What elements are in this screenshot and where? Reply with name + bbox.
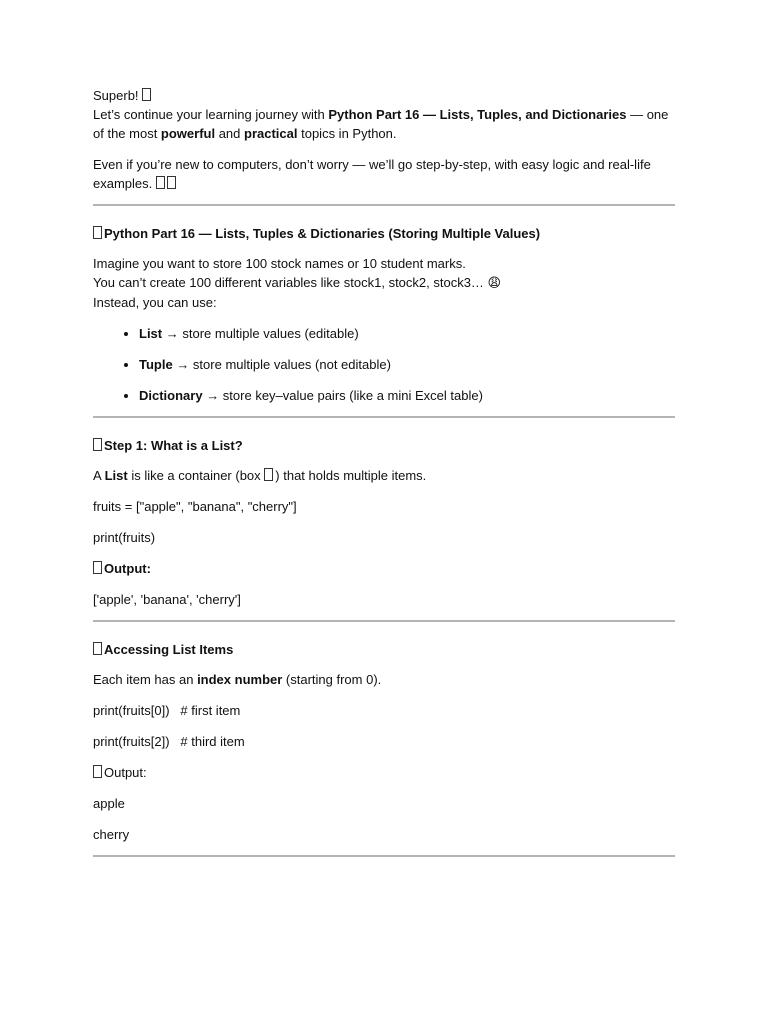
- output-line: ['apple', 'banana', 'cherry']: [93, 592, 241, 607]
- emoji-placeholder-icon: [93, 561, 102, 574]
- bullet-desc: → store multiple values (not editable): [172, 357, 391, 372]
- bullet-desc: → store multiple values (editable): [162, 326, 359, 341]
- output-label: [93, 559, 675, 578]
- section-heading: [93, 436, 675, 455]
- code-line: print(fruits[2]) # third item: [93, 734, 245, 749]
- text: A: [93, 468, 105, 483]
- section1-line2: You can’t create 100 different variables like stock1, stock2, stock3…: [93, 275, 488, 290]
- list-term: List: [104, 468, 128, 483]
- document-content: [93, 86, 675, 875]
- emoji-placeholder-icon: [156, 176, 165, 189]
- tired-face-icon: 😩: [487, 276, 502, 291]
- output-label-text: Output:: [104, 765, 147, 780]
- output-line: apple: [93, 796, 125, 811]
- list-item: [139, 324, 675, 343]
- text: is like a container (box: [127, 468, 265, 483]
- code-line: print(fruits): [93, 530, 156, 545]
- intro-and: and: [215, 126, 245, 141]
- output-label: [93, 763, 675, 782]
- emoji-placeholder-icon: [93, 438, 102, 451]
- section3-desc: [93, 670, 675, 689]
- intro-para2-text: Even if you’re new to computers, don’t worry — we’ll go step-by-step, with easy logic and real-life examples.: [93, 157, 651, 191]
- divider: [93, 620, 675, 622]
- section1-line3: Instead, you can use:: [93, 295, 217, 310]
- intro-text: Let’s continue your learning journey with: [93, 107, 329, 122]
- section1-intro: [93, 254, 675, 312]
- bullet-term: Tuple: [139, 357, 173, 372]
- section-heading: [93, 640, 675, 659]
- text: Each item has an: [93, 672, 198, 687]
- bullet-term: List: [139, 326, 163, 341]
- code-line: print(fruits[0]) # first item: [93, 703, 241, 718]
- emoji-placeholder-icon: [93, 226, 102, 239]
- list-item: [139, 386, 675, 405]
- list-item: [139, 355, 675, 374]
- intro-practical: practical: [244, 126, 298, 141]
- emoji-placeholder-icon: [93, 765, 102, 778]
- text: ) that holds multiple items.: [275, 468, 427, 483]
- intro-text-2: — one of the most: [93, 107, 669, 141]
- code-line: fruits = ["apple", "banana", "cherry"]: [93, 499, 297, 514]
- output-label-text: Output:: [104, 561, 151, 576]
- intro-paragraph-2: [93, 155, 675, 193]
- output-line: cherry: [93, 827, 130, 842]
- intro-text-end: topics in Python.: [297, 126, 397, 141]
- bullet-desc: → store key–value pairs (like a mini Excel table): [202, 388, 483, 403]
- section1-line1: Imagine you want to store 100 stock names or 10 student marks.: [93, 256, 466, 271]
- section3-title: Accessing List Items: [104, 642, 234, 657]
- intro-topic-title: Python Part 16 — Lists, Tuples, and Dictionaries: [328, 107, 627, 122]
- divider: [93, 416, 675, 418]
- data-types-list: [93, 324, 675, 405]
- emoji-placeholder-icon: [142, 88, 151, 101]
- intro-powerful: powerful: [160, 126, 216, 141]
- section2-desc: [93, 466, 675, 485]
- section1-title: Python Part 16 — Lists, Tuples & Dictionaries (Storing Multiple Values): [104, 226, 541, 241]
- section-heading: [93, 224, 675, 243]
- section2-title: Step 1: What is a List?: [104, 438, 243, 453]
- intro-paragraph: [93, 86, 675, 143]
- box-emoji-icon: [264, 468, 273, 481]
- emoji-placeholder-icon: [93, 642, 102, 655]
- bullet-term: Dictionary: [139, 388, 203, 403]
- index-number-term: index number: [197, 672, 283, 687]
- emoji-placeholder-icon: [167, 176, 176, 189]
- divider: [93, 855, 675, 857]
- intro-superb: Superb!: [93, 88, 139, 103]
- divider: [93, 204, 675, 206]
- text: (starting from 0).: [282, 672, 382, 687]
